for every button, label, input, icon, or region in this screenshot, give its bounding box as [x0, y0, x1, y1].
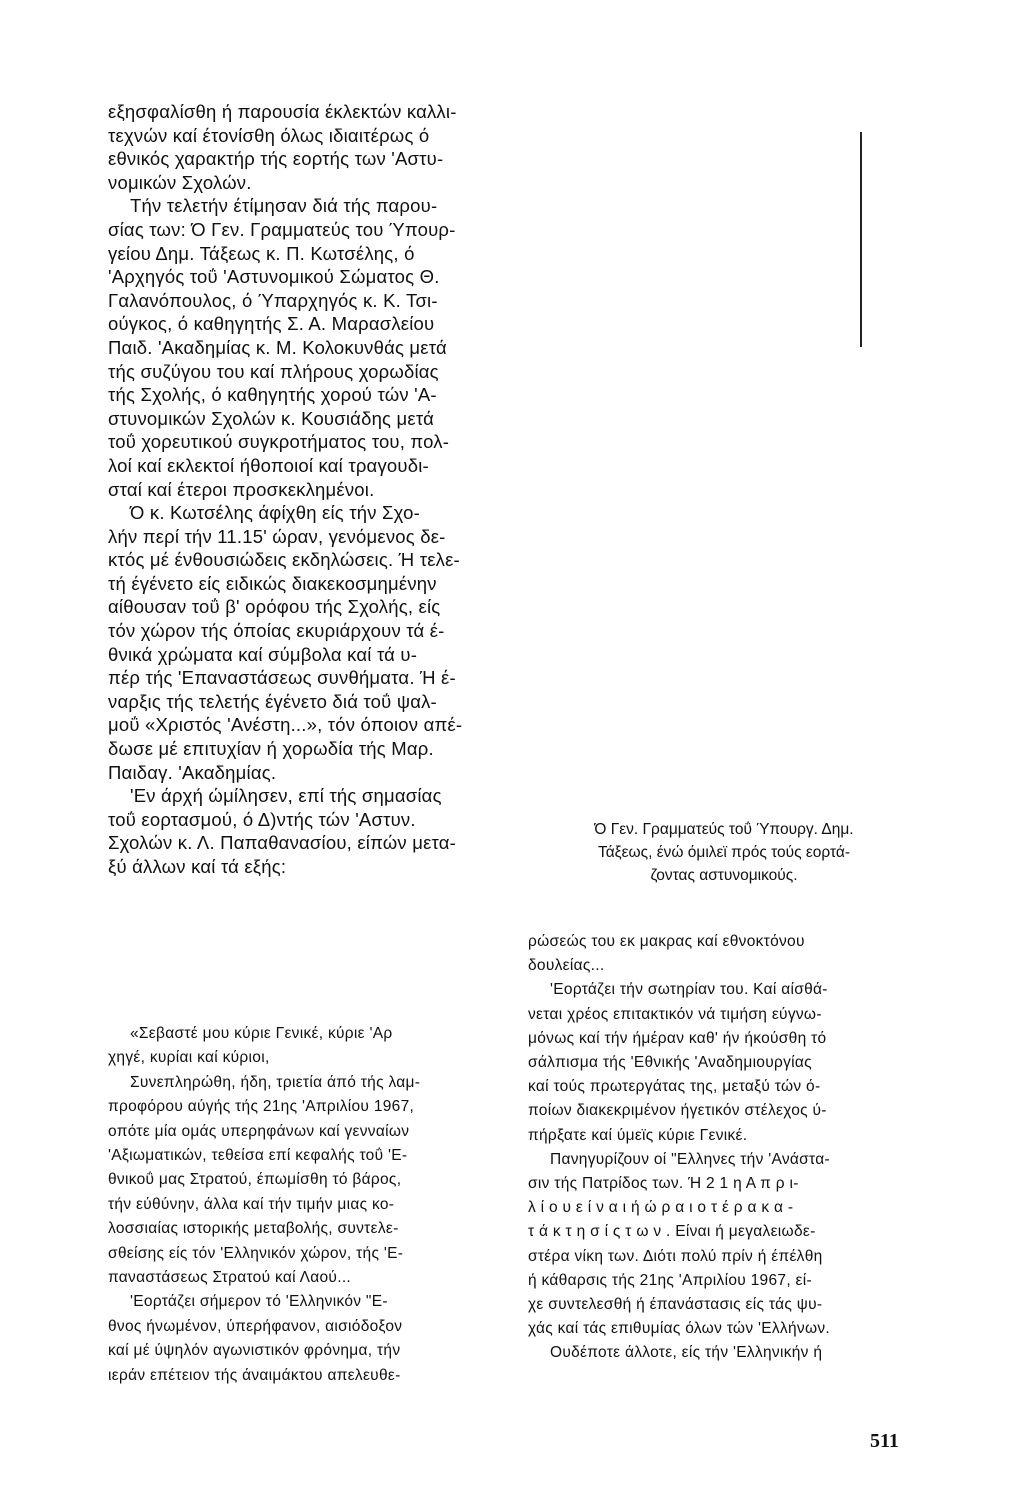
- text-line: χάς καί τάς επιθυμίας όλων τών 'Ελλήνων.: [528, 1320, 831, 1338]
- text-line: χηγέ, κυρίαι καί κύριοι,: [108, 1049, 270, 1067]
- text-line: «Σεβαστέ μου κύριε Γενικέ, κύριε 'Αρ: [130, 1025, 393, 1042]
- paragraph: [108, 784, 498, 878]
- text-line: λήν περί τήν 11.15' ώραν, γενόμενος δε-: [108, 525, 446, 547]
- text-line: σθείσης είς τόν 'Ελληνικόν χώρον, τής 'Ε-: [108, 1244, 404, 1262]
- text-line: σίας των: Ό Γεν. Γραμματεύς του Ύπουρ-: [108, 218, 456, 240]
- article-right-column: [528, 930, 928, 1366]
- text-line: τόν χώρον τής όποίας εκυριάρχουν τά έ-: [108, 620, 445, 642]
- article-left-column: [108, 100, 498, 879]
- speech-quote: [108, 1022, 498, 1388]
- text-line: Γαλανόπουλος, ό Ύπαρχηγός κ. Κ. Τσι-: [108, 289, 438, 311]
- paragraph: [528, 930, 928, 978]
- text-line: ξύ άλλων καί τά εξής:: [108, 856, 287, 877]
- text-line: νομικών Σχολών.: [108, 171, 252, 193]
- text-line: μόνως καί τήν ήμέραν καθ' ήν ήκούσθη τό: [528, 1029, 827, 1047]
- caption-line: ζοντας αστυνομικούς.: [650, 867, 798, 884]
- text-line: στέρα νίκη των. Διότι πολύ πρίν ή έπέλθη: [528, 1247, 823, 1265]
- paragraph: [528, 978, 928, 1147]
- text-line: 'Αρχηγός τοΰ 'Αστυνομικού Σώματος Θ.: [108, 266, 440, 288]
- text-line: Ό κ. Κωτσέλης άφίχθη είς τήν Σχο-: [130, 502, 420, 524]
- text-line: τοΰ χορευτικού συγκροτήματος του, πολ-: [108, 431, 450, 453]
- text-line: παναστάσεως Στρατού καί Λαού...: [108, 1269, 352, 1287]
- text-line: πήρξατε καί ύμεϊς κύριε Γενικέ.: [528, 1126, 748, 1144]
- text-line: λ ί ο υ ε ί ν α ι ή ώ ρ α ι ο τ έ ρ α κ α -: [528, 1199, 794, 1217]
- caption-line: Ό Γεν. Γραμματεύς τοΰ Ύπουργ. Δημ.: [594, 821, 854, 838]
- text-line: θνος ήνωμένον, ύπερήφανον, αισιόδοξον: [108, 1317, 403, 1335]
- text-line: καί τούς πρωτεργάτας της, μεταξύ τών ό-: [528, 1078, 821, 1096]
- text-line: γείου Δημ. Τάξεως κ. Π. Κωτσέλης, ό: [108, 242, 415, 264]
- text-line: 'Εορτάζει σήμερον τό 'Ελληνικόν "Ε-: [130, 1293, 388, 1311]
- text-line: ποίων διακεκριμένον ήγετικόν στέλεχος ύ-: [528, 1102, 827, 1120]
- text-line: τ ά κ τ η σ ί ς τ ω ν . Είναι ή μεγαλειωδε-: [528, 1223, 816, 1241]
- text-line: προφόρου αύγής τής 21ης 'Απριλίου 1967,: [108, 1098, 415, 1116]
- text-line: Σχολών κ. Λ. Παπαθανασίου, είπών μετα-: [108, 832, 457, 854]
- text-line: ούγκος, ό καθηγητής Σ. Α. Μαρασλείου: [108, 313, 435, 335]
- text-line: ή κάθαρσις τής 21ης 'Απριλίου 1967, εί-: [528, 1271, 812, 1289]
- text-line: νεται χρέος επιτακτικόν νά τιμήση εύγνω-: [528, 1005, 822, 1023]
- paragraph: [528, 1148, 928, 1342]
- paragraph: [108, 1290, 498, 1388]
- text-line: κτός μέ ένθουσιώδεις εκδηλώσεις. Ή τελε-: [108, 549, 460, 571]
- text-line: τεχνών καί έτονίσθη όλως ιδιαιτέρως ό: [108, 124, 430, 146]
- text-line: Παιδ. 'Ακαδημίας κ. Μ. Κολοκυνθάς μετά: [108, 336, 447, 358]
- text-line: σιν τής Πατρίδος των. Ή 2 1 η Α π ρ ι-: [528, 1175, 799, 1193]
- text-line: τή έγένετο είς ειδικώς διακεκοσμημένην: [108, 572, 437, 594]
- text-line: 'Εορτάζει τήν σωτηρίαν του. Καί αίσθά-: [550, 981, 828, 999]
- text-line: λοσσιαίας ιστορικής μεταβολής, συντελε-: [108, 1220, 399, 1238]
- text-line: αίθουσαν τοΰ β' ορόφου τής Σχολής, είς: [108, 596, 441, 618]
- text-line: εθνικός χαρακτήρ τής εορτής των 'Αστυ-: [108, 148, 444, 170]
- photo-edge-line: [860, 132, 862, 347]
- page-number: 511: [870, 1430, 899, 1452]
- paragraph: [108, 1071, 498, 1291]
- text-line: τοΰ εορτασμού, ό Δ)ντής τών 'Αστυν.: [108, 808, 416, 830]
- text-line: χε συντελεσθή ή έπανάστασις είς τάς ψυ-: [528, 1296, 823, 1314]
- text-line: δωσε μέ επιτυχίαν ή χορωδία τής Μαρ.: [108, 738, 434, 760]
- text-line: τής Σχολής, ό καθηγητής χορού τών 'Α-: [108, 384, 437, 406]
- text-line: τής συζύγου του καί πλήρους χορωδίας: [108, 360, 439, 382]
- caption-line: Τάξεως, ένώ όμιλεϊ πρός τούς εορτά-: [597, 844, 851, 861]
- text-line: 'Αξιωματικών, τεθείσα επί κεφαλής τοΰ 'Ε-: [108, 1147, 408, 1165]
- text-line: σταί καί έτεροι προσκεκλημένοι.: [108, 478, 375, 500]
- text-line: Συνεπληρώθη, ήδη, τριετία άπό τής λαμ-: [130, 1073, 421, 1091]
- text-line: λοί καί εκλεκτοί ήθοποιοί καί τραγουδι-: [108, 454, 429, 476]
- text-line: πέρ τής 'Επαναστάσεως συνθήματα. Ή έ-: [108, 667, 456, 689]
- text-line: μοΰ «Χριστός 'Ανέστη...», τόν όποιον απέ-: [108, 714, 463, 736]
- text-line: στυνομικών Σχολών κ. Κουσιάδης μετά: [108, 407, 434, 429]
- text-line: εξησφαλίσθη ή παρουσία έκλεκτών καλλι-: [108, 101, 457, 122]
- text-line: Ουδέποτε άλλοτε, είς τήν 'Ελληνικήν ή: [550, 1344, 823, 1362]
- paragraph: [108, 501, 498, 784]
- photo-caption: [528, 818, 920, 887]
- paragraph: [108, 1022, 498, 1071]
- text-line: σάλπισμα τής 'Εθνικής 'Αναδημιουργίας: [528, 1054, 812, 1072]
- text-line: Παιδαγ. 'Ακαδημίας.: [108, 761, 277, 783]
- text-line: 'Εν άρχή ώμίλησεν, επί τής σημασίας: [130, 785, 442, 807]
- paragraph: [528, 1341, 928, 1365]
- text-line: ναρξις τής τελετής έγένετο διά τοΰ ψαλ-: [108, 690, 437, 712]
- text-line: ρώσεώς του εκ μακρας καί εθνοκτόνου: [528, 933, 805, 950]
- text-line: θνικοΰ μας Στρατού, έπωμίσθη τό βάρος,: [108, 1171, 402, 1189]
- photo-area: [528, 132, 920, 812]
- text-line: δουλείας...: [528, 957, 605, 975]
- text-line: καί μέ ύψηλόν αγωνιστικόν φρόνημα, τήν: [108, 1342, 401, 1360]
- text-line: οπότε μία ομάς υπερηφάνων καί γενναίων: [108, 1122, 410, 1140]
- text-line: ιεράν επέτειον τής άναιμάκτου απελευθε-: [108, 1366, 401, 1384]
- paragraph: [108, 194, 498, 501]
- paragraph: [108, 100, 498, 194]
- text-line: θνικά χρώματα καί σύμβολα καί τά υ-: [108, 643, 418, 665]
- text-line: Πανηγυρίζουν οί "Ελληνες τήν 'Ανάστα-: [550, 1150, 830, 1168]
- text-line: Τήν τελετήν έτίμησαν διά τής παρου-: [130, 195, 438, 217]
- text-line: τήν εύθύνην, άλλα καί τήν τιμήν μιας κο-: [108, 1195, 395, 1213]
